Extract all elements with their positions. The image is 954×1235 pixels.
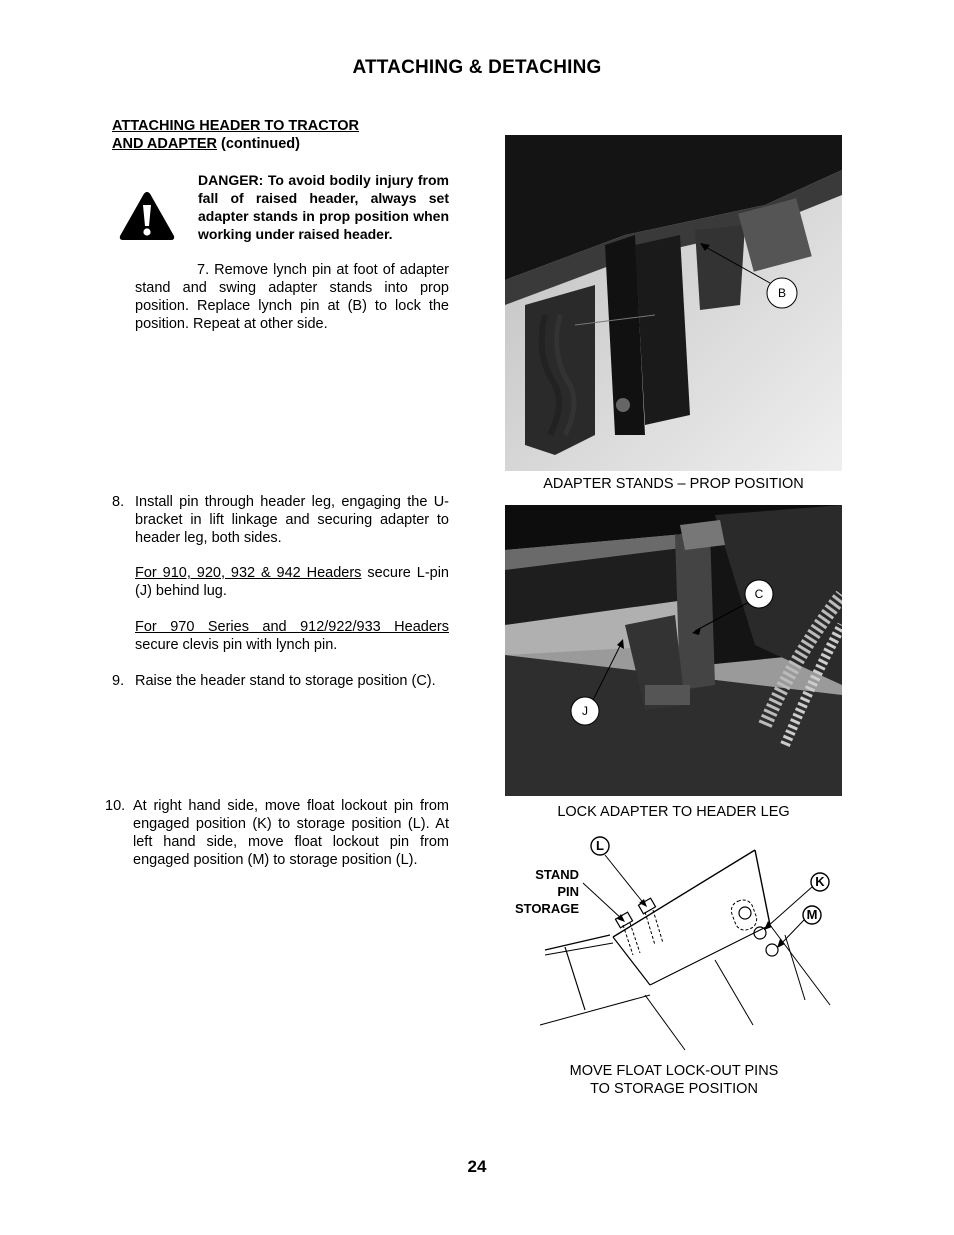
- callout-m: M: [806, 907, 818, 922]
- figure-3-caption: [489, 1062, 859, 1098]
- step-8-note-2-rest: secure clevis pin with lynch pin.: [135, 637, 338, 653]
- section-heading-line1: ATTACHING HEADER TO TRACTOR: [112, 118, 360, 134]
- step-9-text: Raise the header stand to storage position (C).: [135, 673, 436, 689]
- callout-j: J: [582, 704, 588, 718]
- callout-b: B: [777, 286, 787, 300]
- section-heading: [112, 117, 359, 153]
- step-10-text: At right hand side, move float lockout pin from engaged position (K) to storage position (L). At left hand side, move float lockout pin from engaged position (M) to storage position (L).: [133, 798, 449, 868]
- photo-lock-adapter: [505, 505, 842, 796]
- photo-adapter-stands: [505, 135, 842, 471]
- step-8-text: Install pin through header leg, engaging the U-bracket in lift linkage and securing adapter to header leg, both sides.: [135, 494, 449, 546]
- callout-k: K: [815, 874, 825, 889]
- figure-3-caption-line1: MOVE FLOAT LOCK-OUT PINS: [569, 1063, 779, 1079]
- page-title: ATTACHING & DETACHING: [352, 57, 602, 78]
- label-storage: STORAGE: [514, 901, 579, 916]
- figure-3-caption-line2: TO STORAGE POSITION: [590, 1081, 758, 1097]
- step-8-note-1-rest: secure L-pin (J) behind lug.: [135, 565, 449, 599]
- figure-1-caption: ADAPTER STANDS – PROP POSITION: [543, 476, 804, 492]
- step-8-note-1: [135, 564, 449, 600]
- step-8-number: 8.: [112, 494, 125, 510]
- callout-c: C: [754, 587, 764, 601]
- section-heading-line2-rest: (continued): [217, 136, 300, 152]
- warning-triangle-icon: [118, 190, 176, 242]
- label-pin: PIN: [557, 884, 579, 899]
- callout-l: L: [596, 838, 604, 853]
- step-8-note-2: [135, 618, 449, 654]
- step-10-number: 10.: [105, 798, 126, 814]
- step-9-number: 9.: [112, 673, 125, 689]
- step-8-note-2-underlined: For 970 Series and 912/922/933 Headers: [135, 619, 449, 635]
- step-7-text: 7. Remove lynch pin at foot of adapter stand and swing adapter stands into prop position. Replace lynch pin at (B) to lock the position. Repeat at other side.: [135, 262, 449, 332]
- diagram-float-lockout-pins: [505, 835, 842, 1060]
- photo-lock-adapter-graphic: [505, 505, 842, 796]
- danger-notice: DANGER: To avoid bodily injury from fall of raised header, always set adapter stands in prop position when working under raised header.: [198, 172, 449, 242]
- page-number: 24: [467, 1157, 487, 1176]
- figure-2-caption: LOCK ADAPTER TO HEADER LEG: [557, 804, 790, 820]
- label-stand: STAND: [535, 867, 579, 882]
- step-8-note-1-underlined: For 910, 920, 932 & 942 Headers: [135, 565, 362, 581]
- photo-adapter-stands-graphic: [505, 135, 842, 471]
- section-heading-line2-underlined: AND ADAPTER: [112, 136, 217, 152]
